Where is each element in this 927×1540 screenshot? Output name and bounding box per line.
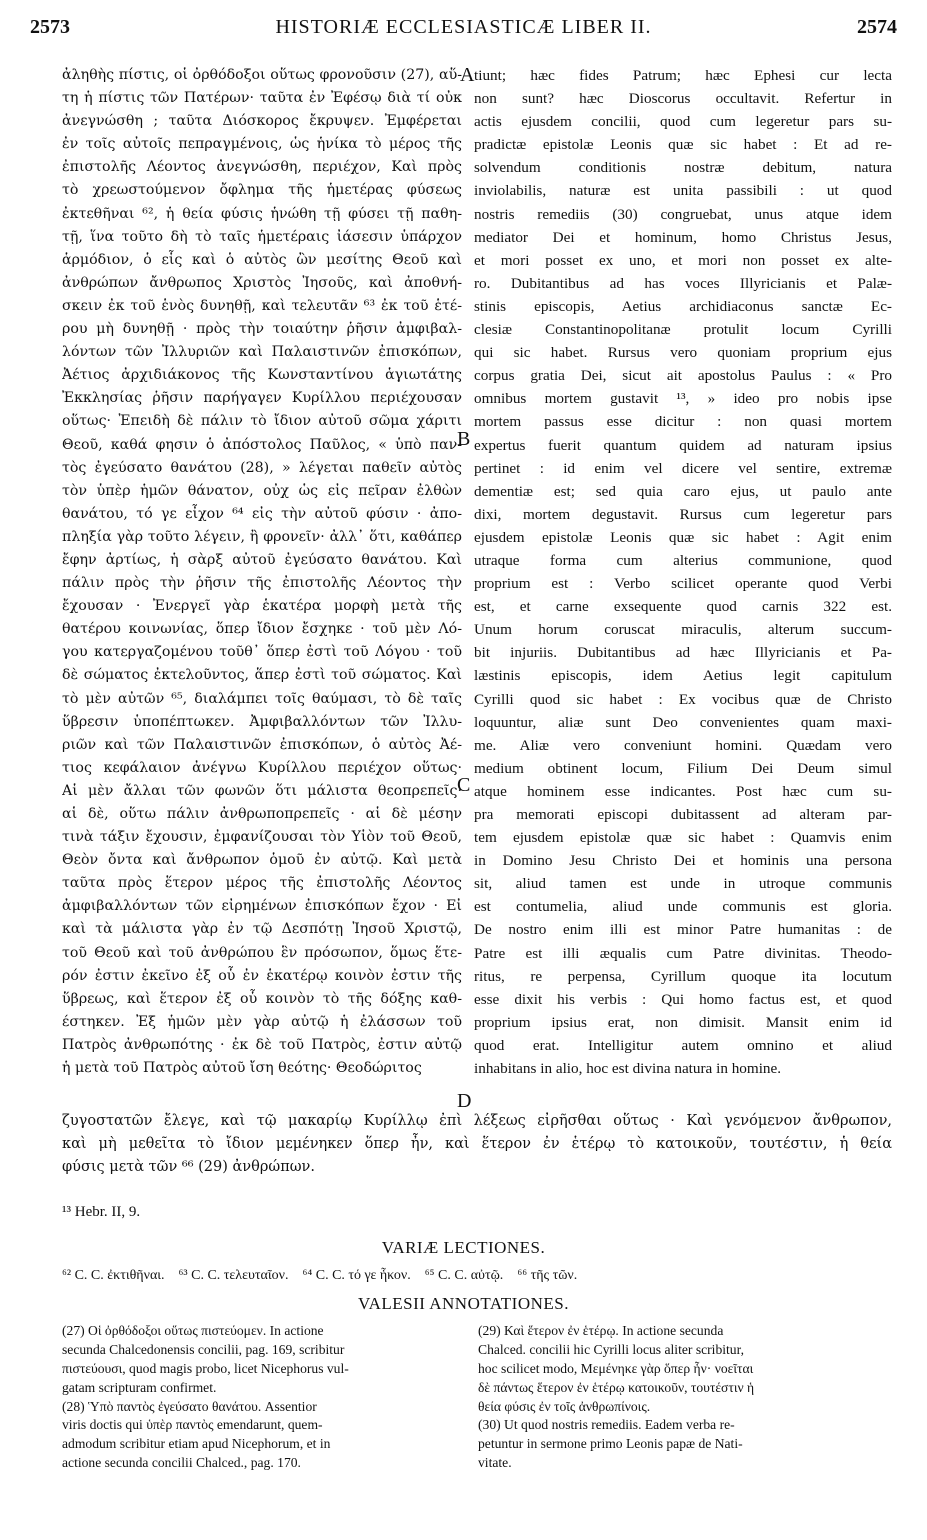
latin-text-line: est contumelia, aliud unde communis est gloria. bbox=[474, 898, 892, 916]
annotation-line: admodum scribitur etiam apud Nicephorum, et in bbox=[62, 1436, 331, 1452]
latin-text-line: esse dixit his verbis : Qui homo factus est, et quod bbox=[474, 990, 892, 1008]
greek-text-line: τὸ μὲν αὐτῶν ⁶⁵, διαλάμπει τοῖς θαύμασι, τὸ δὲ ταῖς bbox=[62, 690, 462, 707]
annotation-line: gatam scripturam confirmet. bbox=[62, 1379, 217, 1395]
annotation-line: hoc scilicet modo, Μεμένηκε γὰρ ὅπερ ἦν· νοεῖται bbox=[478, 1360, 754, 1376]
greek-text-line: τὸν ὑπὲρ ἡμῶν θάνατον, οὐχ ὡς εἰς πεῖραν ἐλθὼν bbox=[62, 482, 462, 499]
greek-text-line: ἔχουσαν · Ἐνεργεῖ γὰρ ἑκατέρα μορφὴ μετὰ τῆς bbox=[62, 598, 462, 615]
greek-text-line: ταῦτα πρὸς ἕτερον μέρος τῆς ἐπιστολῆς Λέοντος bbox=[62, 875, 462, 892]
latin-text-line: nostris remediis (30) congruebat, unus atque idem bbox=[474, 205, 892, 223]
latin-text-line: Cyrilli quod sic habet : Ex vocibus quæ de Christo bbox=[474, 690, 892, 708]
greek-text-line: τὸς ἐγεύσατο θανάτου (28), » λέγεται παθεῖν αὐτὸς bbox=[62, 459, 462, 476]
variae-lectio-item: ⁶³ C. C. τελευταῖον. bbox=[178, 1268, 289, 1283]
annotation-line: Chalced. concilii hic Cyrilli locus aliter scribitur, bbox=[478, 1341, 744, 1357]
latin-text-line: pradictæ epistolæ Leonis quæ sic habet : Et ad re- bbox=[474, 136, 892, 154]
latin-text-line: ritus, re perpensa, Cyrillum quoque ita locutum bbox=[474, 967, 892, 985]
full-width-line: ζυγοστατῶν ἔλεγε, καὶ τῷ μακαρίῳ Κυρίλλῳ ἐπὶ λέξεως εἰρῆσθαι οὕτως · Καὶ γενόμενον ἄνθρωπον, bbox=[62, 1113, 892, 1129]
latin-text-line: Unum horum coruscat miraculis, alterum succum- bbox=[474, 621, 892, 639]
greek-text-line: πάλιν πρὸς τὴν ῥῆσιν τῆς ἐπιστολῆς Λέοντος τὴν bbox=[62, 575, 462, 592]
variae-lectio-item: ⁶⁵ C. C. αὐτῷ. bbox=[424, 1268, 504, 1283]
latin-text-line: sit, aliud tamen est unde in utroque communis bbox=[474, 875, 892, 893]
annotations-right-column bbox=[478, 1322, 892, 1473]
latin-text-line: actis ejusdem concilii, quod cum legeretur pars su- bbox=[474, 113, 892, 131]
annotation-line: (29) Καὶ ἕτερον ἐν ἑτέρῳ. In actione secunda bbox=[478, 1323, 724, 1338]
latin-text-line: loquuntur, aliæ sunt Deo convenientes quam maxi- bbox=[474, 713, 892, 731]
annotation-line: (27) Οἱ ὀρθόδοξοι οὕτως πιστεύομεν. In actione bbox=[62, 1323, 324, 1338]
variae-lectiones-list bbox=[62, 1268, 892, 1284]
greek-text-line: Αἱ μὲν ἄλλαι τῶν φωνῶν ὅτι μάλιστα θεοπρεπεῖς· bbox=[62, 782, 462, 799]
margin-marker-a: A bbox=[460, 64, 475, 86]
greek-text-line: σκειν ἐκ τοῦ ἑνὸς δυνηθῇ, καὶ τελευτᾶν ⁶³ ἐκ τοῦ ἑτέ- bbox=[62, 297, 462, 314]
latin-text-line: tiunt; hæc fides Patrum; hæc Ephesi cur lecta bbox=[474, 67, 892, 84]
full-width-line: φύσις μετὰ τῶν ⁶⁶ (29) ἀνθρώπων. bbox=[62, 1159, 315, 1176]
latin-text-line: utraque forma cum alterius communione, quod bbox=[474, 551, 892, 569]
latin-text-line: atque hominem esse indicantes. Post hæc cum su- bbox=[474, 782, 892, 800]
latin-text-line: mortem passus esse dicitur : non quasi mortem bbox=[474, 413, 892, 431]
latin-text-line: stinis episcopis, Aetius archidiaconus sanctæ Ec- bbox=[474, 297, 892, 315]
greek-text-line: τὸ χρεωστούμενον ὄφλημα τῆς ἡμετέρας φύσεως bbox=[62, 182, 462, 199]
latin-text-line: proprium ipsius erat, non dimisit. Mansit enim id bbox=[474, 1013, 892, 1031]
latin-text-line: ro. Dubitantibus ad has voces Illyricianis et Palæ- bbox=[474, 274, 892, 292]
latin-text-line: tem ejusdem epistolæ quæ sic habet : Quamvis enim bbox=[474, 829, 892, 847]
greek-text-line: πληξία γὰρ τοῦτο λέγειν, ἢ φρονεῖν· ἀλλ᾽ ὅτι, καθάπερ bbox=[62, 528, 462, 545]
greek-text-line: έστηκεν. Ἐξ ἡμῶν μὲν γὰρ αὐτῷ ἡ ἐλάσσων τοῦ bbox=[62, 1013, 462, 1030]
full-width-line: καὶ μὴ μεθεῖτα τὸ ἴδιον μεμένηκεν ὅπερ ἦν, καὶ ἕτερον ἐν ἑτέρῳ τὸ κατοικοῦν, τουτέστιν, ἡ θεία bbox=[62, 1136, 892, 1153]
greek-text-line: αἱ δὲ, οὕτω πάλιν ἀνθρωποπρεπεῖς · αἱ δὲ μέσην bbox=[62, 806, 462, 822]
latin-text-line: est, et carne exsequente quod carnis 322 est. bbox=[474, 598, 892, 616]
greek-text-line: δὲ σώματος ἐκτελοῦντος, ἅπερ ἐστὶ τοῦ σώματος. Καὶ bbox=[62, 667, 462, 684]
greek-text-line: γου κατεργαζομένου τοῦθ᾽ ὅπερ ἐστὶ τοῦ Λόγου · τοῦ bbox=[62, 644, 462, 661]
latin-text-column bbox=[474, 64, 892, 1080]
left-page-number: 2573 bbox=[30, 16, 70, 38]
latin-text-line: De nostro enim illi est minor Patre humanitas : de bbox=[474, 921, 892, 939]
annotation-line: (30) Ut quod nostris remediis. Eadem verba re- bbox=[478, 1417, 735, 1433]
annotation-line: πιστεύουσι, quod magis probo, licet Nicephorus vul- bbox=[62, 1360, 349, 1376]
latin-text-line: non sunt? hæc Dioscorus occultavit. Refertur in bbox=[474, 90, 892, 108]
annotation-line: viris doctis qui ὑπὲρ παντὸς emendarunt, quem- bbox=[62, 1417, 323, 1433]
latin-text-line: dixi, mortem degustavit. Rursus cum legeretur pars bbox=[474, 505, 892, 523]
annotation-line: vitate. bbox=[478, 1455, 512, 1471]
latin-text-line: qui sic habet. Rursus vero quoniam proprium ejus bbox=[474, 344, 892, 362]
latin-text-line: quod erat. Intelligitur autem omnino et aliud bbox=[474, 1036, 892, 1054]
greek-text-line: Ἐκκλησίας ῥῆσιν παρήγαγεν Κυρίλλου περιέχουσαν bbox=[62, 390, 462, 407]
variae-lectiones-heading: VARIÆ LECTIONES. bbox=[381, 1238, 546, 1257]
valesii-annotationes-heading: VALESII ANNOTATIONES. bbox=[358, 1294, 569, 1313]
latin-text-line: Patre est illi æqualis cum Patre divinitas. Theodo- bbox=[474, 944, 892, 962]
greek-text-line: ρόν ἐστιν ἐκεῖνο ἐξ οὗ ἐν ἑκατέρῳ κοινὸν ἐστιν τῆς bbox=[62, 967, 462, 984]
latin-text-line: medium obtinent locum, Filium Dei Deum simul bbox=[474, 759, 892, 777]
latin-text-line: proprium est : Verbo scilicet operante quod Verbi bbox=[474, 575, 892, 593]
greek-text-line: τιος κεφάλαιον ἀνέγνω Κυρίλλου περιέχον οὕτως· bbox=[62, 759, 462, 776]
greek-text-line: τινὰ τάξιν ἔχουσιν, ἐμφανίζουσαι τὸν Υἱὸν τοῦ Θεοῦ, bbox=[62, 829, 462, 846]
annotation-line: secunda Chalcedonensis concilii, pag. 169, scribitur bbox=[62, 1341, 345, 1357]
latin-text-line: mediator Dei et hominum, homo Christus Jesus, bbox=[474, 228, 892, 246]
latin-text-line: in Domino Jesu Christo Dei et hominis una persona bbox=[474, 852, 892, 870]
greek-text-line: τοῦ Θεοῦ καὶ τοῦ ἀνθρώπου ἓν πρόσωπον, ὅμως ἕτε- bbox=[62, 944, 462, 961]
margin-marker-c: C bbox=[457, 774, 471, 796]
latin-text-line: inhabitans in alio, hoc est divina natura in homine. bbox=[474, 1060, 782, 1078]
greek-text-line: τη ἡ πίστις τῶν Πατέρων· ταῦτα ἐν Ἐφέσῳ διὰ τί οὐκ bbox=[62, 90, 462, 107]
margin-marker-d: D bbox=[457, 1090, 472, 1112]
greek-text-line: ἁρμόδιον, ὁ εἷς καὶ ὁ αὐτὸς ὢν μεσίτης Θεοῦ καὶ bbox=[62, 251, 462, 268]
greek-text-line: ἐκτεθῆναι ⁶², ἡ θεία φύσις ἡνώθη τῇ φύσει τῇ παθη- bbox=[62, 205, 462, 222]
greek-text-line: λόντων τῶν Ἰλλυριῶν καὶ Παλαιστινῶν ἐπισκόπων, bbox=[62, 344, 462, 361]
running-title: HISTORIÆ ECCLESIASTICÆ LIBER II. bbox=[275, 16, 652, 38]
greek-text-line: Ἀέτιος ἀρχιδιάκονος τῆς Κωνσταντίνου ἁγιωτάτης bbox=[62, 367, 462, 384]
latin-text-line: expertus fuerit quantum quidem ad naturam ipsius bbox=[474, 436, 892, 454]
latin-text-line: pertinet : id enim vel dicere vel sentire, extremæ bbox=[474, 459, 892, 477]
greek-text-column bbox=[62, 64, 462, 1080]
greek-text-line: ἀληθὴς πίστις, οἱ ὀρθόδοξοι οὕτως φρονοῦσιν (27), αὕ- bbox=[62, 67, 462, 83]
greek-text-line: Πατρὸς ἀνθρωπότης · ἐκ δὲ τοῦ Πατρὸς, ἐστιν αὐτῷ bbox=[62, 1036, 462, 1053]
greek-text-line: θατέρου κοινωνίας, ὅπερ ἴδιον ἔσχηκε · τοῦ μὲν Λό- bbox=[62, 621, 462, 638]
variae-lectio-item: ⁶² C. C. ἐκτιθῆναι. bbox=[62, 1268, 165, 1283]
latin-text-line: clesiæ Constantinopolitanæ protulit locum Cyrilli bbox=[474, 321, 892, 339]
greek-text-line: ὕβρεως, καὶ ἕτερον ἐξ οὗ κοινὸν τὸ τῆς δόξης καθ- bbox=[62, 990, 462, 1007]
greek-text-line: ριῶν καὶ τῶν Παλαιστινῶν ἐπισκόπων, ὁ αὐτὸς Ἀέ- bbox=[62, 736, 462, 753]
latin-text-line: inviolabilis, naturæ est unita passibili : ut quod bbox=[474, 182, 892, 200]
annotation-line: petuntur in sermone primo Leonis papæ de Nati- bbox=[478, 1436, 743, 1452]
greek-text-line: οὕτως· Ἐπειδὴ δὲ πάλιν τὸ ἴδιον αὐτοῦ σῶμα χάριτι bbox=[62, 413, 462, 430]
greek-text-line: ἐν τοῖς αὐτοῖς πεπραγμένοις, ὡς ἡνίκα τὸ μέρος τῆς bbox=[62, 136, 462, 153]
greek-text-line: ρου μὴ δυνηθῇ · πρὸς τὴν τοιαύτην ῥῆσιν ἀμφιβαλ- bbox=[62, 321, 462, 338]
latin-text-line: pra memorati episcopi dubitassent ad alteram par- bbox=[474, 806, 892, 823]
annotation-line: actione secunda concilii Chalced., pag. 170. bbox=[62, 1455, 301, 1471]
greek-text-line: ἔφην ἀρτίως, ἡ σὰρξ αὐτοῦ ἐγεύσατο θανάτου. Καὶ bbox=[62, 551, 462, 568]
variae-lectio-item: ⁶⁶ τῆς τῶν. bbox=[517, 1268, 578, 1283]
margin-marker-b: B bbox=[457, 428, 471, 450]
latin-text-line: me. Aliæ vero conveniunt homini. Quædam vero bbox=[474, 736, 892, 754]
greek-text-line: Θεὸν ὄντα καὶ ἄνθρωπον ὁμοῦ ἐν αὐτῷ. Καὶ μετὰ bbox=[62, 852, 462, 869]
greek-text-line: Θεοῦ, καθά φησιν ὁ ἀπόστολος Παῦλος, « ὑπὸ παν- bbox=[62, 436, 462, 453]
annotation-line: (28) Ὑπὸ παντὸς ἐγεύσατο θανάτου. Assentior bbox=[62, 1398, 317, 1414]
latin-text-line: læstinis episcopis, idem Aetius legit capitulum bbox=[474, 667, 892, 685]
full-width-text bbox=[62, 1110, 892, 1180]
latin-text-line: corpus gratia Dei, sicut ait apostolus Paulus : « Pro bbox=[474, 367, 892, 385]
greek-text-line: ἐπιστολῆς Λέοντος ἀνεγνώσθη, περιέχον, Καὶ πρὸς bbox=[62, 159, 462, 176]
greek-text-line: θανάτου, τό γε εἶχον ⁶⁴ εἰς τὴν αὐτοῦ φύσιν · ἀπο- bbox=[62, 505, 462, 522]
latin-text-line: omnibus mortem gustavit ¹³, » ideo pro nobis ipse bbox=[474, 390, 892, 408]
greek-text-line: ἀνθρώπων ἄνθρωπος Χριστὸς Ἰησοῦς, καὶ ἀποθνή- bbox=[62, 274, 462, 291]
latin-text-line: et mori posset ex uno, et mori non posset ex alte- bbox=[474, 251, 892, 269]
latin-text-line: bit injuriis. Dubitantibus ad hæc Illyricianis et Pa- bbox=[474, 644, 892, 662]
annotation-line: θεία φύσις ἐν τοῖς ἀνθρωπίνοις. bbox=[478, 1398, 651, 1414]
latin-text-line: dementiæ est; sed quia caro ejus, ut paulo ante bbox=[474, 482, 892, 500]
greek-text-line: ἀνεγνώσθη ; ταῦτα Διόσκορος ἔκρυψεν. Ἐμφέρεται bbox=[62, 113, 462, 130]
greek-text-line: ἡ μετὰ τοῦ Πατρὸς αὐτοῦ ἴση θεότης· Θεοδώριτος bbox=[62, 1060, 422, 1077]
greek-text-line: τῇ, ἵνα τοῦτο δὴ τὸ ταῖς ἡμετέραις ἰάσεσιν ὑπάρχον bbox=[62, 228, 462, 245]
latin-text-line: ejusdem epistolæ Leonis quæ sic habet : Agit enim bbox=[474, 528, 892, 546]
greek-text-line: ἀμφιβαλλόντων τῶν εἰρημένων ἐπισκόπων ἔχον · Εἰ bbox=[62, 898, 462, 915]
latin-text-line: solvendum conditionis nostræ debitum, natura bbox=[474, 159, 892, 177]
greek-text-line: καὶ τὰ μάλιστα γὰρ ἐν τῷ Δεσπότῃ Ἰησοῦ Χριστῷ, bbox=[62, 921, 462, 938]
greek-text-line: ὕβρεσιν ὑποπέπτωκεν. Ἀμφιβαλλόντων τῶν Ἰλλυ- bbox=[62, 713, 462, 730]
footnote: ¹³ Hebr. II, 9. bbox=[62, 1204, 141, 1220]
variae-lectio-item: ⁶⁴ C. C. τό γε ἦκον. bbox=[302, 1268, 411, 1283]
right-page-number: 2574 bbox=[857, 16, 897, 38]
annotation-line: δὲ πάντως ἕτερον ἐν ἑτέρῳ κατοικοῦν, τουτέστιν ἡ bbox=[478, 1379, 755, 1395]
annotations-left-column bbox=[62, 1322, 462, 1473]
